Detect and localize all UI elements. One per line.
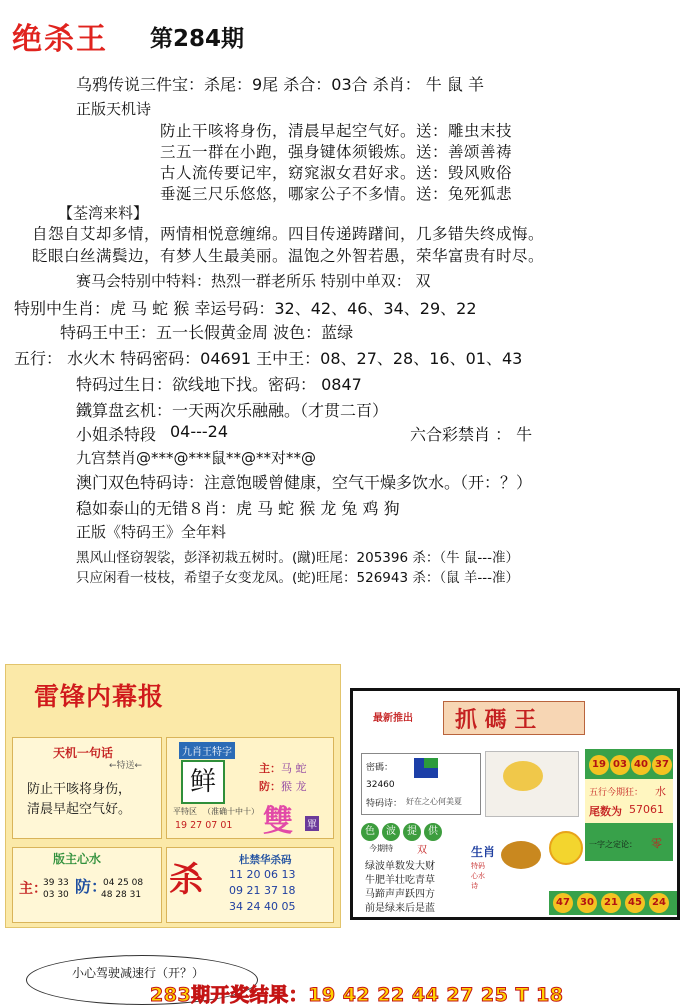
yiju-value: 零 (651, 837, 662, 850)
zhuama-panel (350, 688, 680, 920)
poem-line: 防止干咳将身伤，清晨早起空气好。送：雕虫末技 (160, 122, 513, 140)
pingte-label: 平特区 (173, 807, 197, 816)
brand-title: 绝杀王 (12, 22, 108, 57)
taishan-line: 稳如泰山的无错８肖：虎 马 蛇 猴 龙 兔 鸡 狗 (76, 499, 400, 518)
zhu-label: 主： (19, 881, 47, 897)
poem-line: 垂涎三尺乐悠悠，哪家公子不多情。送：兔死狐悲 (160, 185, 513, 203)
saima-line: 赛马会特别中特料：热烈一群老所乐 特别中单双： 双 (76, 272, 431, 290)
cloud-text: 小心驾驶减速行（开？） (72, 966, 205, 980)
draw-result: 283期开奖结果：19 42 22 44 27 25 T 18 (150, 984, 564, 1006)
logo-icon-part (424, 758, 438, 768)
shuang-char: 雙 (263, 804, 293, 839)
heart-title: 版主心水 (53, 852, 102, 866)
special-char: 鲜 (181, 760, 225, 804)
wuxing-line: 五行： 水火木 特码密码：04691 王中王：08、27、28、16、01、43 (14, 349, 523, 368)
poem-line: 古人流传要记牢，窈窕淑女君好求。送：毁风败俗 (160, 164, 513, 182)
fang-label: 防： (75, 877, 108, 896)
ball: 40 (631, 755, 651, 775)
attack-label: 主： (259, 762, 281, 775)
attack-value: 马 蛇 (281, 762, 307, 775)
birthday-line: 特码过生日：欲线地下找。密码： 0847 (76, 375, 362, 394)
tianji-sub: ←特送← (109, 761, 143, 771)
ball: 03 (610, 755, 630, 775)
ball: 19 (589, 755, 609, 775)
tail-value: 57061 (629, 803, 664, 816)
wuxing-value: 水 (655, 785, 666, 798)
du-numbers: 09 21 37 18 (229, 884, 296, 897)
defend-label: 防： (259, 780, 281, 793)
shengxiao-label: 生肖 (471, 845, 496, 859)
miss-kill-value: 04---24 (170, 422, 229, 441)
fang-numbers: 48 28 31 (101, 890, 142, 900)
leifeng-panel (5, 664, 341, 928)
tag-dot: 色 (361, 823, 379, 841)
extra-line: 只应闲看一枝枝，希望子女变龙凤。(蛇)旺尾：526943 杀：（鼠 羊---准） (76, 570, 520, 586)
special-title: 九肖王特字 (179, 742, 235, 759)
tema-shi: 特码心水诗 (471, 862, 485, 890)
poem-line: 前是绿来后是蓝 (365, 903, 435, 914)
snail-icon (501, 841, 541, 869)
abacus-line: 鐵算盘玄机：一天两次乐融融。（才贯二百） (76, 401, 389, 420)
liuhe-ban-line: 六合彩禁肖 ： 牛 (410, 425, 533, 444)
poem-title: 正版天机诗 (76, 100, 152, 118)
special-box (166, 737, 334, 839)
mima-poem: 好在之心何美夏 (406, 797, 462, 806)
mima-poem-label: 特码诗： (366, 799, 403, 809)
tianji-text: 清晨早起空气好。 (27, 802, 132, 817)
zhu-numbers: 39 33 (43, 878, 69, 888)
cartoon-figure-icon (503, 761, 543, 791)
extra-line: 黑风山怪窃袈裟，彭泽初栽五树时。(蹴)旺尾：205396 杀：（牛 鼠---准） (76, 550, 520, 566)
mima-label: 密碼： (366, 763, 394, 773)
mima-box (361, 753, 481, 815)
source-title: 【荃湾来料】 (58, 204, 149, 222)
tag-dot: 波 (382, 823, 400, 841)
miss-kill-label: 小姐杀特段 (76, 425, 157, 444)
poem-line: 马蹄声声跃四方 (365, 889, 435, 900)
du-numbers: 34 24 40 05 (229, 900, 296, 913)
du-numbers: 11 20 06 13 (229, 868, 296, 881)
ball: 37 (652, 755, 672, 775)
wuxing-label: 五行今期狂： (589, 788, 644, 798)
ball: 45 (625, 893, 645, 913)
leifeng-title: 雷锋内幕报 (34, 682, 165, 711)
shuang-side: 單 (305, 816, 319, 831)
poem-line: 牛肥羊壮吃青草 (365, 875, 435, 886)
zhuama-title: 抓 碼 王 (455, 707, 537, 733)
pingte-numbers: 19 27 07 01 (175, 820, 233, 831)
tema-wang-line: 特码王中王：五一长假黄金周 波色：蓝绿 (60, 323, 354, 342)
du-title: 杜禁华杀码 (239, 854, 292, 866)
tianji-text: 防止干咳将身伤， (27, 782, 132, 797)
ball: 24 (649, 893, 669, 913)
issue-number: 第284期 (150, 26, 245, 52)
source-line: 自怨自艾却多情，两情相悦意缠绵。四目传递踌躇间，几多错失终成悔。 (32, 225, 545, 243)
du-box (166, 847, 334, 923)
macau-line: 澳门双色特码诗：注意饱暖曾健康，空气干燥多饮水。（开：？） (76, 473, 533, 492)
heart-box (12, 847, 162, 923)
tag-dot: 供 (424, 823, 442, 841)
yiju-label: 一字之定论： (589, 840, 637, 849)
source-line: 眨眼白丝满鬓边，有梦人生最美丽。温饱之外智若愚，荣华富贵有时尽。 (32, 247, 545, 265)
zhu-numbers: 03 30 (43, 890, 69, 900)
sun-icon (549, 831, 583, 865)
pingte-note: （准确十中十） (203, 807, 259, 816)
tags (361, 819, 442, 841)
leifeng-header (14, 675, 330, 709)
tianji-box (12, 737, 162, 839)
tag-dot: 提 (403, 823, 421, 841)
defend-value: 猴 龙 (281, 780, 307, 793)
annual-line: 正版《特码王》全年料 (76, 523, 227, 541)
ball: 30 (577, 893, 597, 913)
jinqi-label: 今期特 (369, 844, 393, 853)
line-wuya: 乌鸦传说三件宝：杀尾：9尾 杀合：03合 杀肖： 牛 鼠 羊 (76, 75, 484, 94)
fang-numbers: 04 25 08 (103, 878, 144, 888)
poem-line: 绿波单数发大财 (365, 861, 435, 872)
sha-char: 杀 (169, 860, 203, 900)
nine-palace-line: 九宫禁肖@***@***鼠**@**对**@ (76, 449, 317, 467)
tail-label: 尾数为 (589, 805, 622, 818)
poem-line: 三五一群在小跑，强身键体须锻炼。送：善颂善祷 (160, 143, 513, 161)
ball: 21 (601, 893, 621, 913)
ball: 47 (553, 893, 573, 913)
tianji-title: 天机一句话 (53, 746, 114, 760)
zhuama-tag: 最新推出 (373, 713, 413, 724)
mima-ma: 32460 (366, 780, 395, 790)
special-zodiac-line: 特别中生肖：虎 马 蛇 猴 幸运号码：32、42、46、34、29、22 (14, 299, 477, 318)
jinqi-value: 双 (417, 845, 427, 856)
